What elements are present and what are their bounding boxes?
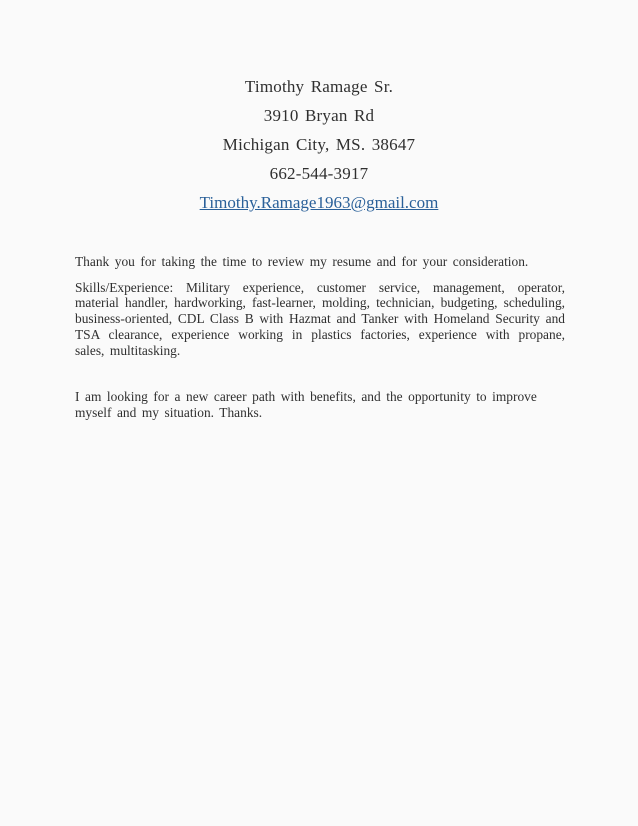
contact-address: 3910 Bryan Rd bbox=[263, 106, 375, 125]
contact-email-line bbox=[0, 188, 638, 217]
paragraph-closing: I am looking for a new career path with benefits, and the opportunity to improve myself and my situation. Thanks. bbox=[75, 389, 537, 420]
letter-body bbox=[75, 254, 565, 421]
paragraph-thanks: Thank you for taking the time to review my resume and for your consideration. bbox=[75, 254, 529, 269]
email-link[interactable]: Timothy.Ramage1963@gmail.com bbox=[199, 193, 439, 212]
paragraph-skills-experience: Skills/Experience: Military experience, customer service, management, operator, material handler, hardworking, fast-learner, molding, technician, budgeting, scheduling, business-oriented, CDL Class B with Hazmat and Tanker with Homeland Security and TSA clearance, experience working in plastics factories, experience with propane, sales, multitasking. bbox=[75, 279, 565, 358]
contact-phone: 662-544-3917 bbox=[269, 164, 369, 183]
contact-header bbox=[0, 0, 638, 217]
contact-name: Timothy Ramage Sr. bbox=[244, 77, 394, 96]
contact-city-state-zip: Michigan City, MS. 38647 bbox=[222, 135, 416, 154]
